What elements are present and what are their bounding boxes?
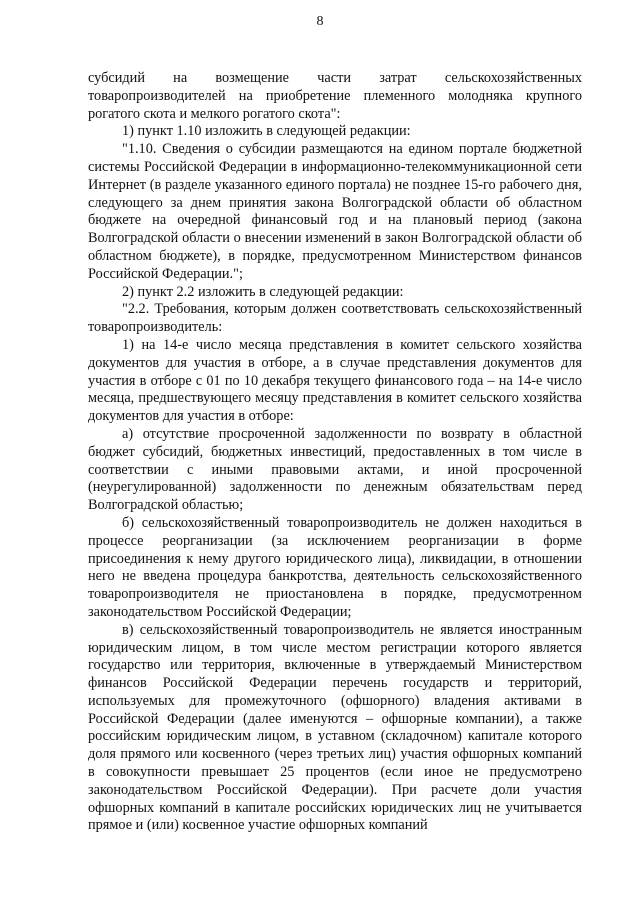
paragraph-item-2: 2) пункт 2.2 изложить в следующей редакции:: [122, 283, 404, 300]
paragraph-item-1: 1) пункт 1.10 изложить в следующей редакции:: [122, 123, 411, 140]
paragraph-clause-2-2: "2.2. Требования, которым должен соответствовать сельскохозяйственный товаропроизводитель:: [88, 301, 582, 336]
paragraph-subitem-v: в) сельскохозяйственный товаропроизводитель не является иностранным юридическим лицом, в том числе местом регистрации которого является государство или территория, включенные в утверждаемый Министерством финансов Российской Федерации перечень государств и территорий, используемых для промежуточного (офшорного) владения активами в Российской Федерации (далее именуются – офшорные компании), а также российским юридическим лицом, в уставном (складочном) капитале которого доля прямого или косвенного (через третьих лиц) участия офшорных компаний в совокупности превышает 25 процентов (если иное не предусмотрено законодательством Российской Федерации). При расчете доли участия офшорных компаний в капитале российских юридических лиц не учитывается прямое и (или) косвенное участие офшорных компаний: [88, 621, 582, 834]
page-number: 8: [316, 14, 324, 29]
paragraph-clause-1-10: "1.10. Сведения о субсидии размещаются на едином портале бюджетной системы Российской Федерации в информационно-телекоммуникационной сети Интернет (в разделе указанного единого портала) не позднее 15-го рабочего дня, следующего за днем принятия закона Волгоградской области об областном бюджете на очередной финансовый год и на плановый период (закона Волгоградской области о внесении изменений в закон Волгоградской области об областном бюджете), в порядке, предусмотренном Министерством финансов Российской Федерации.";: [88, 141, 582, 282]
paragraph-subitem-a: а) отсутствие просроченной задолженности по возврату в областной бюджет субсидий, бюджетных инвестиций, предоставленных в том числе в соответствии с иными правовыми актами, и иной просроченной (неурегулированной) задолженности по денежным обязательствам перед Волгоградской областью;: [88, 425, 582, 514]
paragraph-subitem-1: 1) на 14-е число месяца представления в комитет сельского хозяйства документов для участия в отборе, а в случае представления документов для участия в отборе с 01 по 10 декабря текущего финансового года – на 14-е число месяца, предшествующего месяцу представления в комитет сельского хозяйства документов для участия в отборе:: [88, 336, 582, 425]
document-body: [88, 70, 582, 835]
paragraph-intro: субсидий на возмещение части затрат сельскохозяйственных товаропроизводителей на приобретение племенного молодняка крупного рогатого скота и мелкого рогатого скота":: [88, 70, 582, 122]
paragraph-subitem-b: б) сельскохозяйственный товаропроизводитель не должен находиться в процессе реорганизации (за исключением реорганизации в форме присоединения к нему другого юридического лица), ликвидации, в отношении него не введена процедура банкротства, деятельность сельскохозяйственного товаропроизводителя не приостановлена в порядке, предусмотренном законодательством Российской Федерации;: [88, 514, 582, 620]
